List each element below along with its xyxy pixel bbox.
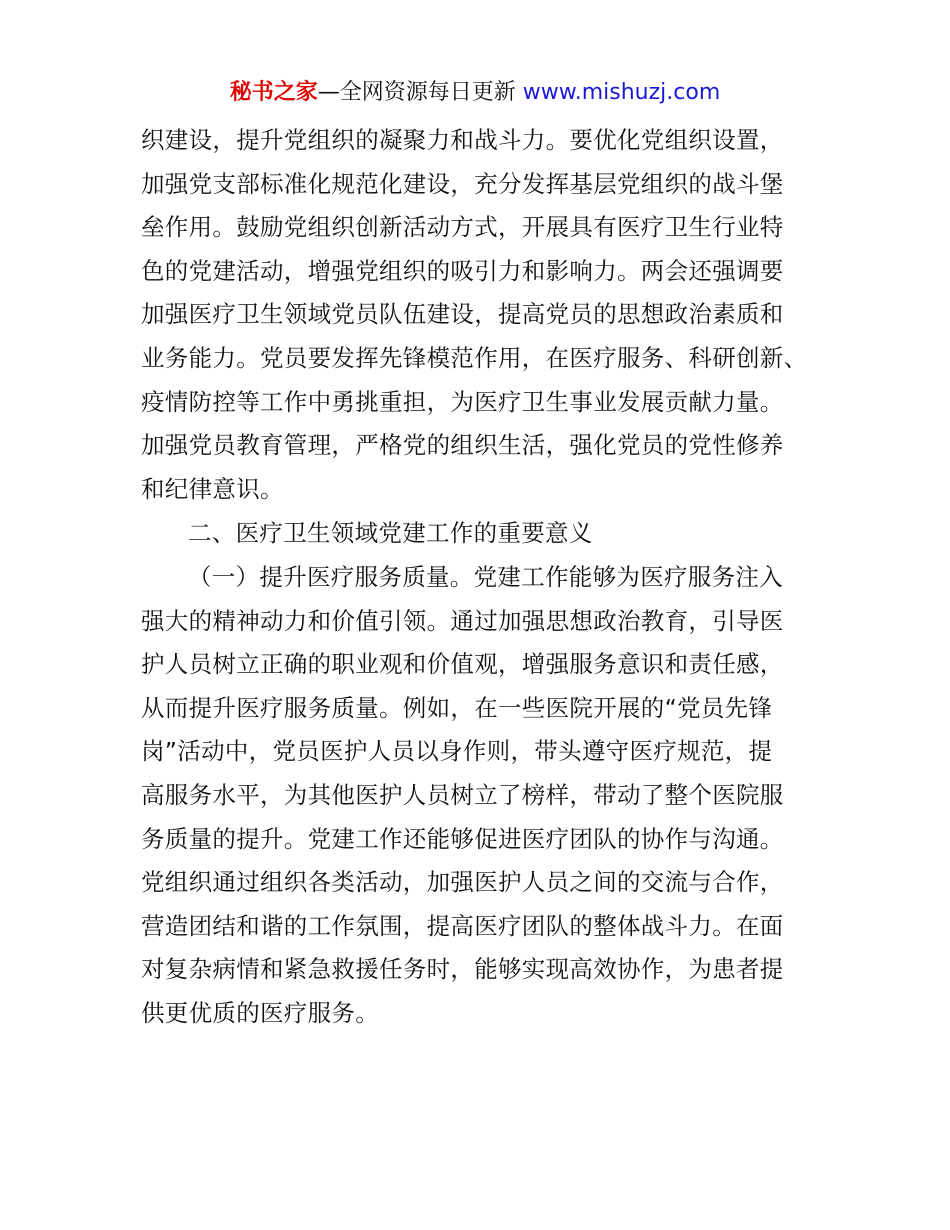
site-url-link[interactable]: www.mishuzj.com bbox=[522, 80, 721, 105]
site-brand: 秘书之家 bbox=[229, 80, 318, 105]
text-line: 色的党建活动，增强党组织的吸引力和影响力。两会还强调要 bbox=[141, 256, 784, 285]
text-line: 强大的精神动力和价值引领。通过加强思想政治教育，引导医 bbox=[141, 606, 784, 635]
section-heading: 二、医疗卫生领域党建工作的重要意义 bbox=[188, 519, 593, 548]
text-line: 从而提升医疗服务质量。例如，在一些医院开展的“党员先锋 bbox=[141, 693, 773, 722]
text-line: 高服务水平，为其他医护人员树立了榜样，带动了整个医院服 bbox=[141, 780, 784, 809]
paragraph-continuation bbox=[141, 119, 821, 511]
text-line: 对复杂病情和紧急救援任务时，能够实现高效协作，为患者提 bbox=[141, 955, 784, 984]
text-line: 务质量的提升。党建工作还能够促进医疗团队的协作与沟通。 bbox=[141, 824, 784, 853]
text-line: 供更优质的医疗服务。 bbox=[141, 998, 379, 1027]
text-line: 业务能力。党员要发挥先锋模范作用，在医疗服务、科研创新、 bbox=[141, 343, 808, 372]
text-line: 疫情防控等工作中勇挑重担，为医疗卫生事业发展贡献力量。 bbox=[141, 387, 784, 416]
page-header bbox=[0, 78, 950, 108]
paragraph-service-quality bbox=[141, 556, 821, 1036]
text-line: 加强党员教育管理，严格党的组织生活，强化党员的党性修养 bbox=[141, 431, 784, 460]
document-body bbox=[141, 119, 821, 1035]
text-line: 护人员树立正确的职业观和价值观，增强服务意识和责任感， bbox=[141, 650, 784, 679]
text-line: 和纪律意识。 bbox=[141, 474, 284, 503]
text-line: （一）提升医疗服务质量。党建工作能够为医疗服务注入 bbox=[188, 562, 783, 591]
text-line: 垒作用。鼓励党组织创新活动方式，开展具有医疗卫生行业特 bbox=[141, 213, 784, 242]
text-line: 织建设，提升党组织的凝聚力和战斗力。要优化党组织设置， bbox=[141, 126, 784, 154]
text-line: 营造团结和谐的工作氛围，提高医疗团队的整体战斗力。在面 bbox=[141, 911, 784, 940]
text-line: 党组织通过组织各类活动，加强医护人员之间的交流与合作， bbox=[141, 868, 784, 897]
text-line: 加强党支部标准化规范化建设，充分发挥基层党组织的战斗堡 bbox=[141, 169, 784, 198]
text-line: 岗”活动中，党员医护人员以身作则，带头遵守医疗规范，提 bbox=[141, 737, 773, 766]
site-slogan: —全网资源每日更新 bbox=[317, 80, 523, 105]
text-line: 加强医疗卫生领域党员队伍建设，提高党员的思想政治素质和 bbox=[141, 300, 784, 329]
